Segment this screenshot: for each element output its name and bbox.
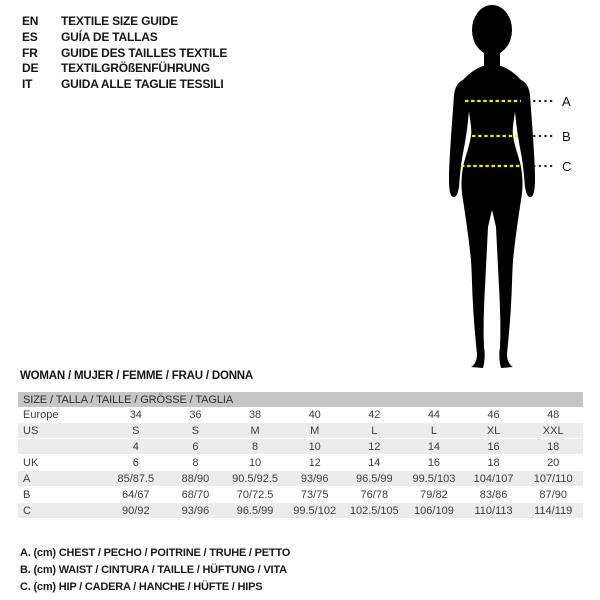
size-cell: 102.5/105 [349, 504, 399, 517]
size-cell: 76/78 [360, 488, 389, 501]
table-row [18, 439, 583, 455]
size-cell: 79/82 [420, 488, 448, 501]
size-cell: 90.5/92.5 [232, 472, 278, 485]
language-list [22, 14, 227, 93]
size-cell: L [430, 424, 437, 437]
size-cell: 16 [487, 440, 500, 453]
size-cell: S [191, 424, 200, 437]
language-code: EN [22, 14, 39, 28]
size-cell: 20 [547, 456, 560, 469]
size-cell: 114/119 [534, 504, 573, 517]
size-cell: 4 [132, 440, 139, 453]
size-cell: 99.5/102 [293, 504, 337, 517]
size-cell: 16 [427, 456, 441, 469]
size-cell: 42 [368, 408, 381, 421]
size-cell: 90/92 [122, 504, 150, 517]
size-cell: S [132, 424, 140, 437]
size-cell: 96.5/99 [236, 504, 274, 517]
language-item [22, 30, 227, 46]
size-cell: 73/75 [300, 488, 329, 501]
language-title: GUÍA DE TALLAS [61, 29, 158, 44]
size-table [18, 392, 583, 519]
size-table-body [18, 407, 583, 519]
table-row [18, 423, 583, 439]
body-measurement-figure [415, 3, 600, 373]
table-row [18, 471, 583, 487]
size-cell: 104/107 [473, 472, 514, 485]
size-cell: 99.5/103 [412, 472, 456, 485]
row-label [18, 439, 106, 455]
size-cell: 44 [427, 408, 441, 421]
size-cell: 12 [368, 440, 381, 453]
size-cell: 46 [487, 408, 500, 421]
size-table-header-row [18, 392, 583, 407]
size-cell: 36 [189, 408, 202, 421]
language-title: GUIDE DES TAILLES TEXTILE [61, 45, 228, 60]
table-row [18, 407, 583, 423]
size-cell: 85/87.5 [117, 472, 155, 485]
size-cell: 8 [252, 440, 259, 453]
size-cell: 64/67 [122, 488, 150, 501]
size-cell: 18 [547, 440, 560, 453]
language-title: TEXTILE SIZE GUIDE [61, 14, 179, 28]
size-cell: 70/72.5 [236, 488, 274, 501]
size-cell: 93/96 [181, 504, 210, 517]
language-code: ES [22, 29, 38, 44]
table-row [18, 503, 583, 519]
language-item [22, 46, 227, 62]
chest-marker-label: A [562, 94, 571, 109]
size-cell: 83/86 [479, 488, 508, 501]
size-cell: 107/110 [533, 472, 573, 485]
language-code: IT [22, 77, 33, 92]
language-title: TEXTILGRÖßENFÜHRUNG [61, 61, 210, 76]
legend-line: C. (cm) HIP / CADERA / HANCHE / HÜFTE / HIPS [20, 581, 263, 593]
size-cell: 8 [192, 456, 199, 469]
size-cell: 34 [129, 408, 142, 421]
language-item [22, 14, 227, 30]
size-cell: 96.5/99 [355, 472, 393, 485]
size-cell: M [250, 424, 260, 437]
row-label: Europe [23, 408, 59, 421]
row-label: UK [23, 456, 39, 469]
table-row [18, 455, 583, 471]
size-cell: 106/109 [414, 504, 454, 517]
language-item [22, 61, 227, 77]
size-cell: 14 [368, 456, 381, 469]
language-title: GUIDA ALLE TAGLIE TESSILI [61, 77, 224, 92]
language-item [22, 77, 227, 93]
size-cell: 14 [427, 440, 441, 453]
size-cell: 88/90 [181, 472, 210, 485]
size-cell: 6 [132, 456, 139, 469]
row-label: US [23, 424, 39, 437]
row-label: A [23, 472, 31, 485]
size-cell: 10 [248, 456, 262, 469]
size-cell: 38 [248, 408, 262, 421]
table-row [18, 487, 583, 503]
size-cell: 18 [487, 456, 500, 469]
waist-marker-label: B [562, 129, 571, 144]
size-cell: 93/96 [300, 472, 329, 485]
legend-line: A. (cm) CHEST / PECHO / POITRINE / TRUHE / PETTO [20, 547, 291, 559]
size-cell: 87/90 [539, 488, 567, 501]
legend-line: B. (cm) WAIST / CINTURA / TAILLE / HÜFTUNG / VITA [20, 564, 287, 576]
size-cell: 10 [308, 440, 321, 453]
size-cell: XL [486, 424, 501, 437]
size-cell: XXL [542, 424, 564, 437]
hip-marker-label: C [562, 159, 572, 174]
table-group-title: WOMAN / MUJER / FEMME / FRAU / DONNA [20, 370, 254, 382]
size-cell: 12 [308, 456, 321, 469]
size-cell: 48 [547, 408, 560, 421]
size-cell: 40 [308, 408, 321, 421]
row-label: B [23, 488, 31, 501]
size-cell: 6 [192, 440, 199, 453]
size-table-header: SIZE / TALLA / TAILLE / GRÖSSE / TAGLIA [18, 392, 583, 407]
size-cell: 110/113 [474, 504, 513, 517]
measurement-legend [20, 545, 290, 596]
language-code: DE [22, 61, 39, 76]
silhouette-body [462, 64, 523, 368]
row-label: C [23, 504, 31, 517]
language-code: FR [22, 45, 38, 60]
size-cell: L [371, 424, 378, 437]
size-cell: 68/70 [181, 488, 210, 501]
size-cell: M [310, 424, 320, 437]
